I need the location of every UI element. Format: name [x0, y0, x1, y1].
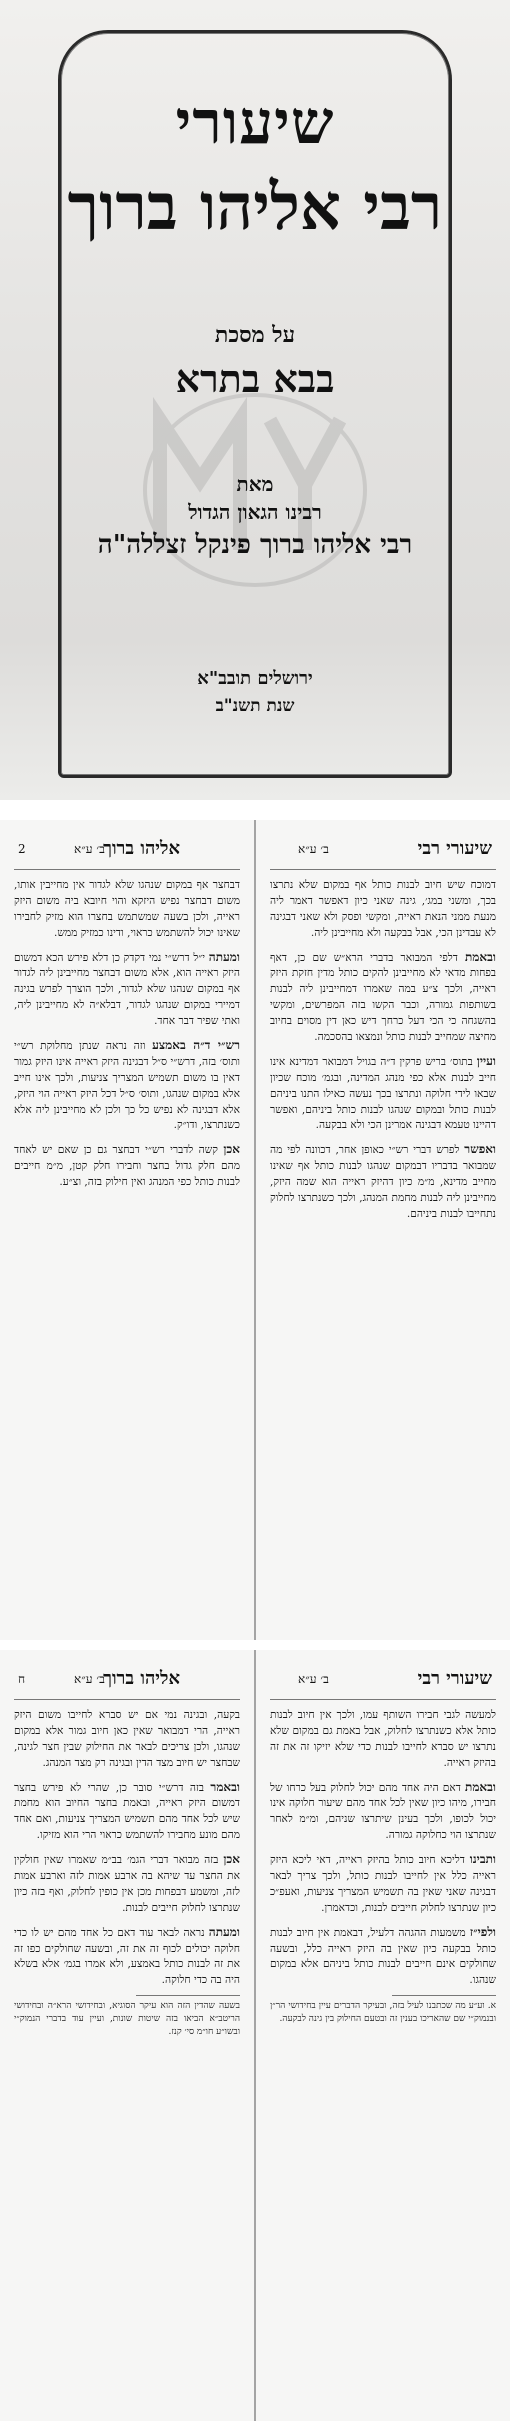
paragraph-lead-word: ותבינו [469, 1852, 496, 1867]
tractate-label: על מסכת [214, 322, 296, 348]
paragraph [14, 1140, 240, 1191]
footnote-rule [392, 1995, 496, 1996]
folio-label: ב׳ ע״א [298, 1672, 329, 1686]
spread2-right-page [256, 1650, 510, 2421]
running-header [14, 1658, 240, 1700]
running-header [270, 828, 496, 870]
paragraph-lead-word: ובאמת [464, 949, 496, 964]
paragraph-lead-word: אכן [223, 1142, 241, 1157]
page-body [270, 1708, 496, 1989]
paragraph-lead-word: אכן [223, 1852, 240, 1867]
paragraph [14, 948, 240, 1030]
footnote-rule [136, 1995, 240, 1996]
paragraph-lead-word: ועיין [476, 1053, 496, 1068]
running-title: אליהו ברוך [103, 1668, 180, 1689]
paragraph-text: בזה מבואר דברי הגמ׳ בב״מ שאמרו שאין חולקין את החצר עד שיהא בה ארבע אמות לזה וארבע אמות לזה, ומשמע דבפחות מכן אין כופין לחלוק, ואף בזה כיון שנתרצו לחלוק חייבים לבנות. [14, 1854, 240, 1914]
book-spread-1 [0, 820, 510, 1640]
paragraph-lead-word: ומעתה [208, 949, 240, 964]
folio-label: ב׳ ע״א [74, 1672, 105, 1686]
paragraph-text: דבחצר אף במקום שנהגו שלא לגדור אין מחייבין אותו, משום דבחצר נפיש היזקא והוי חיובא ביה משום היזק ראייה, ולכן בשעה שמשתמש בחצרו הוא מזיק לחבירו שאינו יכול להשתמש כראוי, ודינו כמזיק ממש. [14, 879, 240, 939]
paragraph-text: בתוס׳ בריש פרקין ד״ה בגויל דמבואר דמדינא אינו חייב לבנות אלא כפי מנהג המדינה, ובגמ׳ מוכח שכיון שבאו לידי חלוקה ונתרצו בכך נעשה כאילו התנו ביניהם לבנות כותל ובמקום שנהגו לבנות כותל ביניהם, ואפשר דהיינו טעמא דבגינה אמרינן הכי ולא בבקעה. [270, 1055, 496, 1132]
publication-place: ירושלים תובב"א [197, 668, 313, 689]
paragraph [14, 1708, 240, 1772]
author-title: רבינו הגאון הגדול [188, 500, 322, 524]
paragraph [14, 1778, 240, 1845]
paragraph-text: משמעות ההגהה דלעיל, דבאמת אין חיוב לבנות כותל בבקעה כיון שאין בה היזק ראייה כלל, ובשעה שחולקים אינם חייבים לבנות כותל ביניהם אלא במקום שנהגו. [270, 1926, 496, 1987]
page-body [14, 1708, 240, 1989]
paragraph [14, 1036, 240, 1134]
author-by-label: מאת [236, 472, 274, 496]
page-body [14, 878, 240, 1191]
page-number: 2 [18, 842, 26, 856]
paragraph-text: י״ל דרש״י נמי דקדק כן דלא פירש הכא דמשום היזק ראייה הוא, אלא משום דבחצר מחייבינן ליה לגדור אף במקום שנהגו שלא לגדור, ולכך הוצרך לפרש בגינה דמיירי במקום שנהגו לגדור, דבלא״ה לא מחייבינן ליה, ואתי שפיר דבר אחד. [14, 951, 240, 1028]
paragraph-text: קשה לדברי רש״י דבחצר גם כן שאם יש לאחד מהם חלק גדול בחצר וחבירו חלק קטן, מ״מ חייבים לבנות כותל כפי המנהג ואין חילוק בזה, וצ״ע. [14, 1144, 240, 1189]
spread2-left-page [0, 1650, 254, 2421]
paragraph-lead-word: ובאמת [465, 1779, 496, 1794]
book-spread-2 [0, 1650, 510, 2421]
paragraph [270, 1923, 496, 1990]
page-body [270, 878, 496, 1223]
paragraph-text: דמוכח שיש חיוב לבנות כותל אף במקום שלא נתרצו בכך, ומשני במג׳, גינה שאני כיון דאפשר דאמר ליה מנעת ממני הנאת ראייה, ומקשי ופסק ולא שאני דבגינה לא עבדינן הכי, אבל בבקעה ולא מחייבינן ליה. [270, 879, 496, 939]
paragraph-text: דלפי המבואר בדברי הרא״ש שם כן, דאף בפחות מדאי לא מחייבינן להקים כותל מדין חזקת היזק ראייה, ולכך צ״ע במה שאמרו דמחייבינן ליה לבנות בשותפות גמורה, וכבר הקשו בזה המפרשים, ומקשי בהשגחה כי הכי דעל כרחך דיש כאן דין מסוים בחיוב מחיצה שמחייב לבנות כותל ונמצאו בהסכמה. [270, 951, 496, 1044]
paragraph [14, 1923, 240, 1990]
title-page [0, 0, 510, 800]
paragraph-text: נראה לבאר עוד דאם כל אחד מהם יש לו כדי חלוקה יכולים לכוף זה את זה, ובשעה שחולקים כפו זה את זה לבנות כותל באמצע, ולא אמרו בגמ׳ אלא בשלא היה בה כדי חלוקה. [14, 1926, 240, 1987]
paragraph-text: למעשה לגבי חבירו השותף עמו, ולכך אין חיוב לבנות כותל אלא כשנתרצו לחלוק, אבל באמת גם במקום שלא נתרצו יש סברא לחייבו לבנות כדי שלא יזיקו זה את זה בהיזק ראייה. [270, 1709, 496, 1769]
paragraph [270, 1708, 496, 1772]
running-title: שיעורי רבי [417, 1668, 492, 1689]
paragraph-lead-word: רש״י ד״ה באמצע [152, 1038, 240, 1053]
folio-label: ב׳ ע״א [298, 842, 329, 856]
running-header [270, 1658, 496, 1700]
main-title-line1: שיעורי [175, 88, 335, 158]
paragraph [14, 1850, 240, 1917]
tractate-name: בבא בתרא [175, 356, 335, 401]
paragraph-lead-word: ומעתה [208, 1924, 240, 1939]
running-title: שיעורי רבי [417, 838, 492, 859]
paragraph-lead-word: ובאמר [210, 1779, 240, 1794]
paragraph [270, 948, 496, 1046]
paragraph [270, 878, 496, 942]
spread1-right-page [256, 820, 510, 1640]
running-title: אליהו ברוך [103, 838, 180, 859]
publication-year: שנת תשנ"ב [215, 696, 295, 716]
footnote: א. וע״ע מה שכתבנו לעיל בזה, ובעיקר הדברים עיין בחידושי הר״ן ובנמוק״י שם שהאריכו בענין זה ובטעם החילוק בין גינה לבקעה. [270, 2001, 496, 2025]
paragraph [14, 878, 240, 942]
paragraph-lead-word: ואפשר [464, 1142, 496, 1157]
paragraph [270, 1052, 496, 1134]
paragraph-lead-word: ולפי״ז [469, 1924, 496, 1939]
page-number: ח [18, 1672, 26, 1686]
running-header [14, 828, 240, 870]
paragraph [270, 1140, 496, 1222]
folio-label: ב׳ ע״א [74, 842, 105, 856]
paragraph-text: לפרש דברי רש״י כאופן אחר, דכוונה לפי מה שמבואר בדבריו דבמקום שנהגו לבנות כותל אף שאינו מחייב מדינא, מ״מ כיון דהיזק ראייה הוא שמה היזק, מחייבינן ליה לבנות מחמת המנהג, ולכך כשנתרצו לחלוק נתחייבו לבנות ביניהם. [270, 1144, 496, 1220]
paragraph-text: דאם היה אחד מהם יכול לחלוק בעל כרחו של חבירו, מיהו כיון שאין לכל אחד מהם שיעור חלוקה אינו יכול לכופו, ולכך בעינן שיתרצו שניהם, ומ״מ לאחר שנתרצו הוי כחלוקה גמורה. [270, 1781, 496, 1842]
paragraph-text: דליכא חיוב כותל בהיזק ראייה, דאי ליכא היזק ראייה כלל אין לחייבו לבנות כותל, ולכך צריך לבאר דבגינה שאני שאין בה תשמיש המצריך צניעות, ואעפ״כ כיון שנתרצו לחלוק חייבים לבנות, וכדאמרן. [270, 1854, 496, 1914]
author-name: רבי אליהו ברוך פינקל זצללה"ה [97, 530, 413, 560]
paragraph-text: וזה נראה שנתן מחלוקת רש״י ותוס׳ בזה, דרש״י ס״ל דבגינה היזק ראייה אינו היזק גמור דאין בו משום תשמיש המצריך צניעות, ולכך אינו חייב אלא במקום שנהגו, ותוס׳ ס״ל דכל היזק ראייה הוי היזק, אלא דבגינה לא נפיש כל כך ולכן לא מחייבינן ליה אלא כשנתרצו, ודו״ק. [14, 1040, 240, 1132]
paragraph-text: בקעה, ובגינה נמי אם יש סברא לחייבו משום היזק ראייה, הרי דמבואר שאין כאן חיוב גמור אלא במקום שנהגו, ולכן צריכים לבאר את החילוק שבין חצר לגינה, שבחצר יש חיוב מצד הדין ובגינה רק מצד המנהג. [14, 1709, 240, 1769]
paragraph [270, 1778, 496, 1845]
main-title-line2: רבי אליהו ברוך [67, 170, 443, 245]
spread1-left-page [0, 820, 254, 1640]
footnote: בשעה שהדין הזה הוא עיקר הסוגיא, ובחידושי הרא״ה ובחידושי הריטב״א הביאו בזה שיטות שונות, ועיין עוד בדברי הנמוק״י ובשו״ע חו״מ סי׳ קנז. [14, 2001, 240, 2038]
paragraph [270, 1850, 496, 1917]
paragraph-text: בזה דרש״י סובר כן, שהרי לא פירש בחצר דמשום היזק ראייה, ובאמת בחצר החיוב הוא מחמת שיש לכל אחד מהם תשמיש המצריך צניעות, ואם אחד מהם מונע מחבירו להשתמש כראוי הרי הוא מזיקו. [14, 1781, 240, 1842]
